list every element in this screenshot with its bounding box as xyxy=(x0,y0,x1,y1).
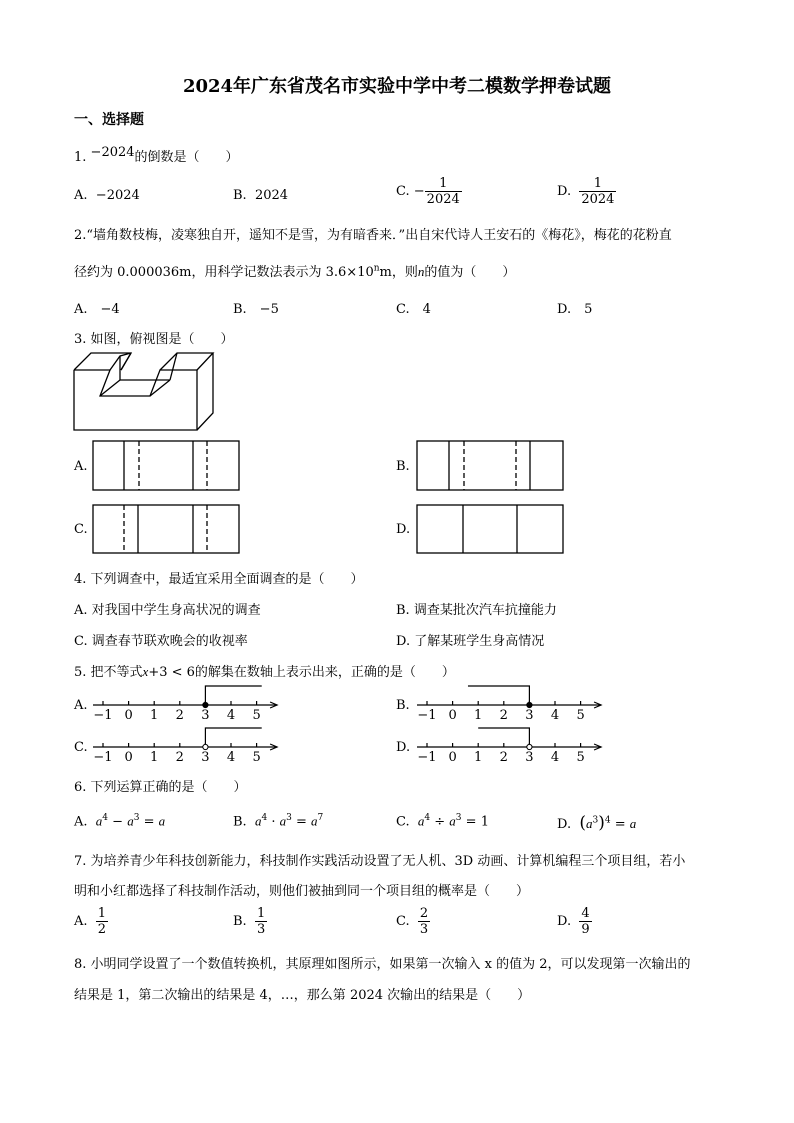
tick-label: 4 xyxy=(550,750,560,765)
q2-option-c: C. 4 xyxy=(396,302,431,317)
tick-label: 0 xyxy=(124,708,133,723)
text: 径约为 0.000036m，用科学记数法表示为 3.6×10 xyxy=(74,265,374,280)
numerator: 2 xyxy=(419,906,429,921)
option-label: B. xyxy=(233,914,247,929)
q5-label-d: D. xyxy=(396,740,411,755)
numerator: 1 xyxy=(593,176,603,191)
q3-label-a: A. xyxy=(74,459,88,474)
denominator: 2024 xyxy=(581,192,615,207)
tick-label: 0 xyxy=(448,708,457,723)
tick-label: 3 xyxy=(201,708,210,723)
numberline-c xyxy=(93,728,277,765)
numerator: 1 xyxy=(256,906,266,921)
tick-label: 5 xyxy=(576,708,585,723)
denominator: 2024 xyxy=(426,192,460,207)
question-8-line-1: 8. 小明同学设置了一个数值转换机，其原理如图所示，如果第一次输入 x 的值为 2，可以发现第一次输出的 xyxy=(74,957,691,972)
tick-label: 5 xyxy=(252,750,261,765)
tick-label: 2 xyxy=(175,750,184,765)
q3-label-d: D. xyxy=(396,522,411,537)
solution-bracket xyxy=(205,686,261,705)
option-label: C. xyxy=(396,184,410,199)
tick-label: 0 xyxy=(448,750,457,765)
q5-label-b: B. xyxy=(396,698,410,713)
tick-label: −1 xyxy=(93,750,113,765)
option-label: A. xyxy=(74,814,88,830)
open-endpoint xyxy=(203,744,208,749)
text: m，则 xyxy=(379,265,418,280)
stem-text: 的倒数是（ ） xyxy=(134,150,239,165)
q7-option-c xyxy=(396,906,430,937)
tick-label: 1 xyxy=(150,750,159,765)
option-label: A. xyxy=(74,188,88,203)
q6-option-a: A. $a^4 - a^3 = a$ xyxy=(74,813,166,830)
open-endpoint xyxy=(527,744,532,749)
denominator: 3 xyxy=(256,922,266,937)
tick-label: 3 xyxy=(525,750,534,765)
q6-option-c: C. $a^4 \div a^3 = 1$ xyxy=(396,813,489,830)
text: 的值为（ ） xyxy=(424,265,516,280)
tick-label: 4 xyxy=(226,708,236,723)
q7-option-b xyxy=(233,906,267,937)
tick-label: 1 xyxy=(474,708,483,723)
tick-label: 1 xyxy=(150,708,159,723)
tick-label: 4 xyxy=(226,750,236,765)
tick-label: 5 xyxy=(252,708,261,723)
tick-label: −1 xyxy=(417,708,437,723)
q2-option-b: B. −5 xyxy=(233,302,279,317)
section-heading: 一、选择题 xyxy=(74,112,144,128)
q3-label-b: B. xyxy=(396,459,410,474)
fraction xyxy=(96,906,108,937)
q4-option-c: C. 调查春节联欢晚会的收视率 xyxy=(74,634,248,649)
text: 的解集在数轴上表示出来，正确的是（ ） xyxy=(194,665,455,680)
closed-endpoint xyxy=(527,702,532,707)
question-7-line-1: 7. 为培养青少年科技创新能力，科技制作实践活动设置了无人机、3D 动画、计算机编程三个项目组，若小 xyxy=(74,854,686,869)
inequality: +3 < 6 xyxy=(148,665,195,680)
tick-label: 5 xyxy=(576,750,585,765)
solution-bracket xyxy=(468,686,529,705)
q3-label-c: C. xyxy=(74,522,88,537)
variable: n xyxy=(417,264,425,279)
tick-label: −1 xyxy=(93,708,113,723)
q2-option-d: D. 5 xyxy=(557,302,593,317)
stem-value: −2024 xyxy=(90,145,135,160)
question-2-line-1: 2.“墙角数枝梅，凌寒独自开，遥知不是雪，为有暗香来．”出自宋代诗人王安石的《梅花》，梅花的花粉直 xyxy=(74,228,672,243)
fraction xyxy=(418,906,430,937)
option-label: B. xyxy=(233,814,247,830)
option-label: D. xyxy=(557,817,572,832)
tick-label: 2 xyxy=(175,708,184,723)
minus-sign: − xyxy=(413,184,425,199)
tick-label: 1 xyxy=(474,750,483,765)
exponent: n xyxy=(373,263,380,274)
q6-option-b: B. $a^4 \cdot a^3 = a^7$ xyxy=(233,813,324,830)
option-label: D. xyxy=(557,914,572,929)
fraction xyxy=(579,906,591,937)
option-label: C. xyxy=(396,914,410,929)
denominator: 3 xyxy=(419,922,429,937)
numerator: 4 xyxy=(581,906,590,921)
closed-endpoint xyxy=(203,702,208,707)
tick-label: −1 xyxy=(417,750,437,765)
q5-label-c: C. xyxy=(74,740,88,755)
page-title: 2024年广东省茂名市实验中学中考二模数学押卷试题 xyxy=(182,76,612,97)
numberline-a xyxy=(93,686,277,723)
tick-label: 0 xyxy=(124,750,133,765)
option-label: B. xyxy=(233,188,247,203)
option-text: −2024 xyxy=(95,188,140,203)
denominator: 9 xyxy=(581,922,590,937)
q6-option-d: D. $(a^3)^4 = a$ xyxy=(557,813,637,833)
variable: x xyxy=(142,664,149,679)
tick-label: 3 xyxy=(201,750,210,765)
option-text: 2024 xyxy=(254,188,289,203)
numerator: 1 xyxy=(97,906,107,921)
q7-option-a xyxy=(74,906,108,937)
option-label: C. xyxy=(396,814,410,830)
option-label: A. xyxy=(74,914,88,929)
tick-label: 3 xyxy=(525,708,534,723)
numberline-d xyxy=(417,728,601,765)
numberline-b xyxy=(417,686,601,723)
question-number: 1. xyxy=(74,150,87,165)
q4-option-b: B. 调查某批次汽车抗撞能力 xyxy=(396,603,557,618)
tick-label: 4 xyxy=(550,708,560,723)
tick-label: 2 xyxy=(499,708,508,723)
q4-option-a: A. 对我国中学生身高状况的调查 xyxy=(74,603,261,618)
question-6-stem: 6. 下列运算正确的是（ ） xyxy=(74,780,247,795)
denominator: 2 xyxy=(97,922,107,937)
q2-option-a: A. −4 xyxy=(74,302,120,317)
question-3-stem: 3. 如图，俯视图是（ ） xyxy=(74,332,234,347)
tick-label: 2 xyxy=(499,750,508,765)
q4-option-d: D. 了解某班学生身高情况 xyxy=(396,634,545,649)
question-8-line-2: 结果是 1，第二次输出的结果是 4，…，那么第 2024 次输出的结果是（ ） xyxy=(74,988,531,1003)
solution-bracket xyxy=(205,728,261,747)
text: 5. 把不等式 xyxy=(74,665,143,680)
q7-option-d xyxy=(557,906,592,937)
option-label: D. xyxy=(557,184,572,199)
question-7-line-2: 明和小红都选择了科技制作活动，则他们被抽到同一个项目组的概率是（ ） xyxy=(74,884,530,899)
numerator: 1 xyxy=(439,176,448,191)
question-4-stem: 4. 下列调查中，最适宜采用全面调查的是（ ） xyxy=(74,572,364,587)
fraction xyxy=(255,906,267,937)
q5-label-a: A. xyxy=(74,698,88,713)
